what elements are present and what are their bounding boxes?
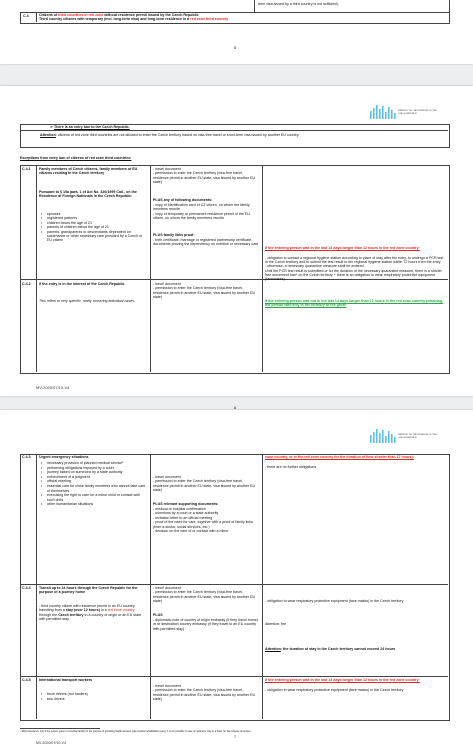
c44-plus-items: - diplomatic note of country of origin embassy (if they travel home) or of destination country embassy (if they travel to an EU country with permitted stay) <box>153 618 259 631</box>
c4-code: C.4 <box>23 14 29 18</box>
col-divider-3 <box>262 454 263 719</box>
c43-code: C.4.3 <box>22 455 31 459</box>
col-divider-2 <box>150 454 151 719</box>
list-item: • children below the age of 21 <box>47 221 147 225</box>
continuation-red: zone country, or in the red zone country for the duration of time shorter than 12 hours): <box>265 455 414 459</box>
logo-text: MINISTRY OF THE INTERIOR OF THE CZECH REPUBLIC <box>398 110 437 115</box>
ban-heading-text: There is an entry ban to the Czech Republic. <box>54 125 130 129</box>
row-divider <box>20 584 448 585</box>
c43-bullets <box>39 461 147 507</box>
c42-note: This refers to very specific, rarely occurring individual cases. <box>39 299 135 303</box>
c45-bullets <box>39 692 147 703</box>
page-number: 7 <box>234 735 236 739</box>
row-divider <box>20 676 448 677</box>
footnote: ¹ SPA procedures: only if the person goes to a medical facility for the purpose of providing health services (spa medical rehabilitation care); it is not possible in case of "wellness" stay in a hotel, for the purpose of tourism. <box>20 730 252 733</box>
attention-label: Attention <box>40 133 56 137</box>
list-item: • exercising the right to care for a minor child or contact with such child <box>47 493 147 502</box>
c43-plus-items: - medical or hospital confirmation - summons by a court or a state authority - invitation letter to an official meeting - proof of the need for care, together with a proof of family links (from a doctor, social services, etc.) - decision on the care of or contact with a minor <box>153 507 253 534</box>
c45-docs: - travel document - permission to enter the Czech territory (visa-free travel, residence permit in another EU state, visa issued by another EU state) <box>153 684 256 702</box>
continuation-text: - there are no further obligations <box>265 465 317 469</box>
c4-line2-a: Third country citizens with temporary (incl. long-term visa) and long-term residence in a <box>39 17 191 22</box>
page-footer: MV-2020/07/10-V4 <box>36 741 66 745</box>
document-page-7 <box>0 410 473 750</box>
c41-bullets <box>39 212 147 243</box>
c42-title: If the entry is in the interest of the Czech Republic <box>39 282 125 286</box>
c44-text-c: through the <box>39 612 59 617</box>
c44-obligation: - obligation to wear respiratory protective equipment (face masks) in the Czech territory <box>265 599 404 603</box>
c42-condition-green: If the entering person was not in the last 14 days longer than 12 hours in the red zone country (meaning, the person was only in the territory of the green <box>265 299 444 308</box>
list-item: • other humanitarian situations <box>47 502 147 507</box>
c42-code: C.4.2 <box>22 282 31 286</box>
list-item: • journey based on summons by a state authority <box>47 470 147 475</box>
c41-plus2-items: - birth certificate, marriage or registered partnership certificate, documents proving the dependency on nutrition or necessary care <box>153 238 259 247</box>
c44-attention-then: Attention: the <box>265 622 287 626</box>
page-number: 6 <box>234 405 237 410</box>
c44-stay-over: stay (over 12 hours) <box>65 608 100 613</box>
c44-text-b: in a <box>99 608 108 613</box>
attention-note <box>40 133 445 137</box>
list-item: • official meeting <box>47 479 147 484</box>
c41-docs: - travel document - permission to enter the Czech territory (visa-free travel, residence permit in another EU state, visa issued by another EU state) <box>153 167 256 185</box>
c4-line1-red: third countries in red zone <box>58 13 104 17</box>
list-item: • spouses <box>47 212 147 216</box>
list-item: • performing obligations imposed by a court <box>47 466 147 471</box>
c41-law: Pursuant to § 15a para. 1 of Act No. 326/1999 Coll., on the Residence of Foreign Nationals in the Czech Republic: <box>39 190 137 199</box>
c44-text-a: - third country citizen with residence permit in an EU country transiting from a <box>39 604 135 613</box>
c4-line1-a: Citizens of <box>39 13 59 17</box>
exceptions-heading: Exceptions from entry ban of citizens of red zone third countries: <box>20 156 132 160</box>
c44-text-d: to a country of origin or an EU state with permitted stay <box>39 612 142 622</box>
c44-text <box>39 604 147 622</box>
c4-divider <box>36 12 37 22</box>
c41-condition-red: If the entering person was in the last 14 days longer than 12 hours in the red zone country: <box>265 246 420 250</box>
c44-attention <box>265 647 445 651</box>
c44-attention-label: Attention <box>265 647 281 651</box>
c44-code: C.4.4 <box>22 586 31 590</box>
c41-condition-text: - obligation to contact a regional hygiene station according to place of stay after the entry, to undergo a PCR test in the Czech territory and to submit the test result to the regional hygiene station within 72 hours from the entry - otherwise, a necessary quarantine measure shall be ordered Until the PCR test result is submitted or for the duration of the necessary quarantine measure, there is a stricter free movement ban* on the Czech territory + there is an obligation to wear respiratory protective equipment (facemasks). <box>265 256 444 282</box>
ban-box-divider <box>20 130 448 131</box>
c4-heading <box>39 13 444 22</box>
c43-docs: - travel document - permission to enter the Czech territory (visa-free travel, residence permit in another EU state, visa issued by another EU state) <box>153 475 256 493</box>
c41-title: Family members of Czech citizens, family members of EU citizens residing in the Czech territory <box>39 167 138 176</box>
c44-plus: PLUS <box>153 613 163 617</box>
document-page-6 <box>0 86 473 410</box>
page-number: 5 <box>234 45 237 50</box>
c44-title: Transit up to 24 hours through the Czech Republic for the purpose of a journey home <box>39 586 138 595</box>
c41-code: C.4.1 <box>22 167 31 171</box>
list-item: • parents of children below the age of 21 <box>47 225 147 229</box>
c44-red-zone: red zone country <box>107 608 135 613</box>
c42-docs: - travel document - permission to enter the Czech territory (visa-free travel, residence permit in another EU state, visa issued by another EU state) <box>153 282 256 300</box>
list-item: • truck drivers (not haulers) <box>47 692 147 697</box>
document-page-5 <box>0 0 473 64</box>
c41-plus: PLUS any of following documents: <box>153 198 213 202</box>
list-item: • parents, grandparents or descendants dependent on sustenance or other necessary care provided by a Czech or EU citizen <box>47 230 147 243</box>
c43-plus: PLUS relevant supporting documents: <box>153 502 219 506</box>
footnote-rule <box>20 728 100 729</box>
col-divider-1 <box>36 454 37 719</box>
c44-czech-territory: Czech territory <box>58 612 84 617</box>
list-item: • necessary provision of planned medical service¹ <box>47 461 147 466</box>
list-item: • bus drivers <box>47 697 147 702</box>
c43-title: Urgent emergency situations <box>39 455 89 459</box>
c45-condition-text: - obligation to wear respiratory protective equipment (face masks) in the Czech territory <box>265 688 404 692</box>
attention-text: : citizens of red zone third countries are not allowed to enter the Czech territory based on visa-free travel or short-term visa issued by another EU country <box>55 133 299 137</box>
c44-docs: - travel document - permission to enter the Czech territory (visa-free travel, residence permit in another EU state, visa issued by another EU state) <box>153 586 256 604</box>
page-footer: MV-2020/07/10-V4 <box>36 385 70 390</box>
c4-line1-b: without residence permit issued by the Czech Republic <box>103 13 199 17</box>
c44-attention-text: : the duration of stay in the Czech territory cannot exceed 24 hours <box>280 647 396 651</box>
c41-plus2: PLUS family links proof: <box>153 233 195 237</box>
col-divider-3 <box>262 165 263 372</box>
c4-line2-red: red zone third country <box>190 17 229 22</box>
list-item: • registered partners <box>47 216 147 220</box>
col-divider-1 <box>36 165 37 372</box>
ban-heading: ➢ There is an entry ban to the Czech Republic. <box>50 125 130 129</box>
col-divider-2 <box>150 165 151 372</box>
c41-plus-items: - copy of identification card of CZ citizen, on whom the family members reunite - copy of temporary or permanent residence permit of the EU citizen, on whom the family members reunite <box>153 203 250 221</box>
logo-text: MINISTRY OF THE INTERIOR OF THE CZECH REPUBLIC <box>398 434 437 439</box>
c45-code: C.4.5 <box>22 678 31 682</box>
top-cell-text: term visa issued by a third country is not sufficient) <box>258 2 339 6</box>
c45-condition-red: If the entering person was in the last 14 days longer than 12 hours in the red zone country: <box>265 678 420 682</box>
c45-title: International transport workers <box>39 678 93 682</box>
list-item: • enforcement of a judgment <box>47 475 147 480</box>
list-item: • essential care for close family members who cannot take care of themselves <box>47 484 147 493</box>
